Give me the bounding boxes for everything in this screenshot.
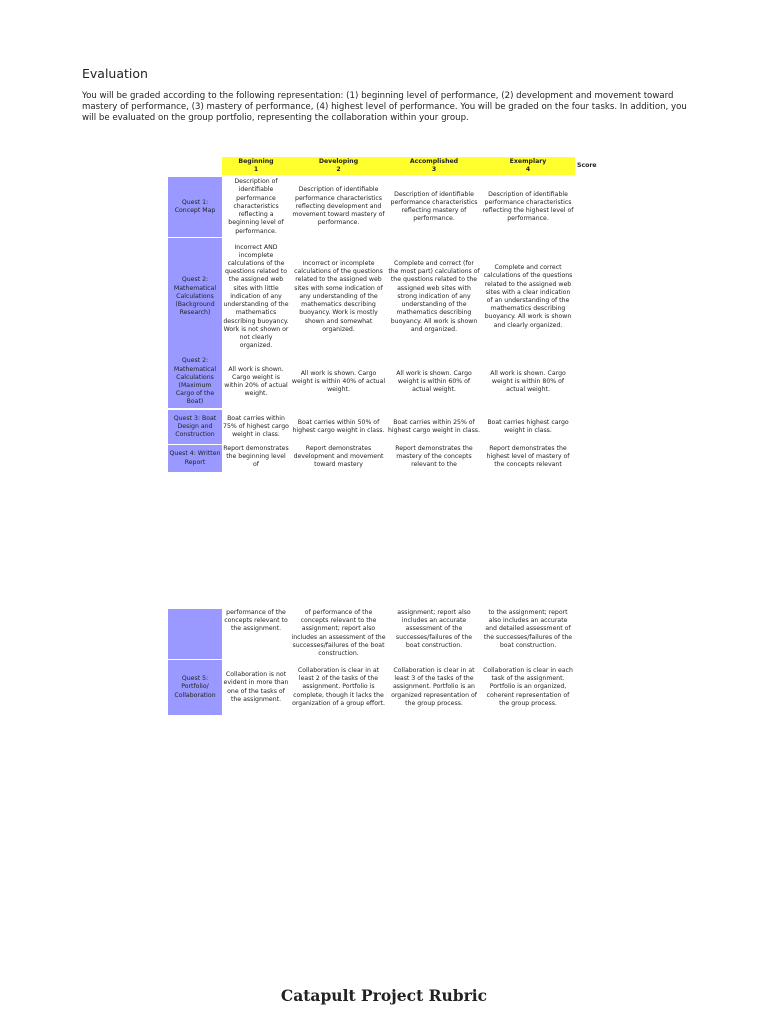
header-score: Score	[577, 161, 597, 169]
rubric-cell-beginning: Report demonstrates the beginning level of	[223, 445, 289, 469]
rubric-cell-developing: Description of identifiable performance characteristics reflecting development and movement toward mastery of performance.	[292, 186, 385, 227]
row-label: Quest 1: Concept Map	[168, 177, 222, 237]
rubric-cell-developing: Report demonstrates development and movement toward mastery	[293, 445, 384, 469]
rubric-cell-accomplished: Collaboration is clear in at least 3 of the tasks of the assignment. Portfolio is an organized representation of the group process.	[391, 666, 477, 707]
rubric-cell-exemplary: Description of identifiable performance characteristics reflecting the highest level of performance.	[482, 190, 574, 223]
header-exemplary	[481, 157, 575, 175]
rubric-cell-developing: Collaboration is clear in at least 2 of the tasks of the assignment. Portfolio is complete, though it lacks the organization of a group effort.	[292, 666, 385, 707]
document-footer-title: Catapult Project Rubric	[280, 986, 488, 1005]
rubric-cell-exemplary: Boat carries highest cargo weight in class.	[487, 418, 569, 434]
rubric-cell-beginning: Description of identifiable performance characteristics reflecting a beginning level of performance.	[228, 178, 284, 235]
header-level-number: 4	[525, 166, 531, 173]
header-level-number: 1	[253, 166, 259, 173]
rubric-cell-beginning: performance of the concepts relevant to the assignment.	[224, 609, 288, 633]
intro-paragraph: You will be graded according to the following representation: (1) beginning level of performance, (2) development and movement toward mastery of performance, (3) mastery of performance, (4) highest level of performance. You will be graded on the four tasks. In addition, you will be evaluated on the group portfolio, representing the collaboration within your group.	[82, 91, 687, 124]
rubric-cell-exemplary: to the assignment; report also includes an accurate and detailed assessment of the successes/failures of the boat construction.	[483, 609, 573, 649]
rubric-cell-exemplary: Complete and correct calculations of the questions related to the assigned web sites with a clear indication of an understanding of the mathematics describing buoyancy. All work is shown and clearly organized.	[483, 264, 573, 329]
rubric-cell-exemplary: Report demonstrates the highest level of mastery of the concepts relevant	[486, 445, 570, 469]
rubric-cell-accomplished: Report demonstrates the mastery of the concepts relevant to the	[395, 445, 473, 469]
row-label: Quest 3: Boat Design and Construction	[168, 410, 222, 444]
rubric-cell-exemplary: All work is shown. Cargo weight is within 80% of actual weight.	[490, 369, 566, 394]
header-label: Developing	[318, 158, 359, 165]
header-label: Exemplary	[509, 158, 547, 165]
row-label: Quest 2: Mathematical Calculations (Background Research)	[168, 238, 222, 356]
rubric-cell-developing: Incorrect or incomplete calculations of the questions related to the assigned web sites with some indication of any understanding of the mathematics describing buoyancy. Work is mostly shown and somewhat organized.	[294, 260, 383, 333]
rubric-cell-beginning: All work is shown. Cargo weight is within 20% of actual weight.	[224, 365, 288, 398]
row-label: Quest 4: Written Report	[168, 445, 222, 472]
rubric-cell-developing: Boat carries within 50% of highest cargo weight in class.	[292, 418, 385, 434]
rubric-cell-beginning: Boat carries within 75% of highest cargo weight in class.	[223, 414, 289, 439]
rubric-cell-developing: All work is shown. Cargo weight is within 40% of actual weight.	[291, 369, 386, 394]
header-developing	[290, 157, 387, 175]
row-label	[168, 609, 222, 659]
rubric-cell-developing: of performance of the concepts relevant to the assignment; report also includes an assessment of the successes/failures of the boat construction.	[291, 609, 386, 658]
header-accomplished	[387, 157, 481, 175]
header-label: Accomplished	[409, 158, 459, 165]
rubric-cell-exemplary: Collaboration is clear in each task of the assignment. Portfolio is an organized, coherent representation of the group process.	[483, 666, 573, 707]
rubric-cell-accomplished: All work is shown. Cargo weight is within 60% of actual weight.	[396, 369, 472, 394]
rubric-cell-accomplished: Description of identifiable performance characteristics reflecting mastery of performance.	[390, 190, 478, 223]
rubric-cell-beginning: Incorrect AND incomplete calculations of the questions related to the assigned web sites with little indication of any understanding of the mathematics describing buoyancy. Work is not shown or not clearly organized.	[223, 243, 289, 350]
row-label: Quest 2: Mathematical Calculations (Maximum Cargo of the Boat)	[168, 356, 222, 408]
header-label: Beginning	[238, 158, 274, 165]
header-beginning	[222, 157, 290, 175]
rubric-cell-accomplished: Complete and correct (for the most part) calculations of the questions related to the assigned web sites with strong indication of any understanding of the mathematics describing buoyancy. All work is shown and organized.	[388, 260, 480, 333]
header-level-number: 2	[336, 166, 341, 173]
rubric-cell-accomplished: Boat carries within 25% of highest cargo weight in class.	[388, 418, 480, 434]
row-label: Quest 5: Portfolio/ Collaboration	[168, 660, 222, 715]
section-heading: Evaluation	[82, 66, 148, 81]
rubric-cell-accomplished: assignment; report also includes an accurate assessment of the successes/failures of the boat construction.	[395, 609, 473, 649]
rubric-cell-beginning: Collaboration is not evident in more than one of the tasks of the assignment.	[223, 671, 289, 703]
header-level-number: 3	[431, 166, 437, 173]
